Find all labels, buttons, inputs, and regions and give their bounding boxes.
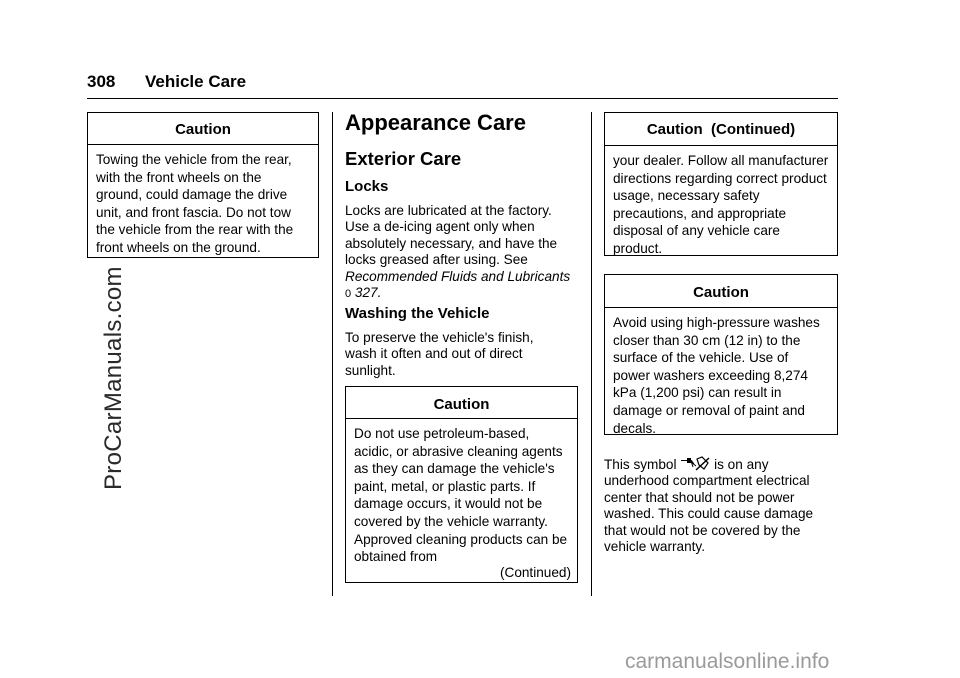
locks-text: Locks are lubricated at the factory. Use a de-icing agent only when absolutely necessary, and have the locks greased after using. See [345,203,558,268]
symbol-note-before: This symbol [604,457,677,472]
caution-title: Caution [346,387,577,419]
caution-box-continued [604,112,838,256]
column-divider-left [332,112,333,596]
bottom-watermark: carmanualsonline.info [625,650,830,673]
caution-box-towing [87,112,319,258]
header-rule [87,98,838,99]
symbol-note [604,456,834,555]
locks-heading: Locks [345,178,389,195]
symbol-note-after: is on any underhood compartment electrical center that should not be power washed. This could cause damage that would not be covered by the vehicle warranty. [604,457,814,555]
section-title: Vehicle Care [145,72,247,91]
caution-text: Avoid using high-pressure washes closer than 30 cm (12 in) to the surface of the vehicle. Use of power washers exceeding 8,274 kPa (1,200 psi) can result in damage or removal of paint and decals. [613,315,820,436]
caution-box-cleaning [345,386,578,583]
caution-title: Caution (Continued) [605,113,837,146]
exterior-care-heading: Exterior Care [345,148,462,169]
locks-text-block [345,203,575,302]
caution-box-power-wash [604,274,838,435]
appearance-care-heading: Appearance Care [345,110,526,135]
fluids-reference-link[interactable]: Recommended Fluids and Lubricants [345,268,571,284]
washing-text: To preserve the vehicle's finish, wash it often and out of direct sunlight. [345,330,534,378]
caution-text: Towing the vehicle from the rear, with the front wheels on the ground, could damage the drive unit, and front fascia. Do not tow the vehicle from the rear with the front wheels on the ground. [96,152,294,255]
no-power-wash-icon [680,456,710,472]
side-watermark: ProCarManuals.com [100,266,127,490]
caution-title: Caution [605,275,837,308]
caution-title: Caution [88,113,318,145]
continued-label: (Continued) [499,565,571,580]
caution-text: Do not use petroleum-based, acidic, or abrasive cleaning agents as they can damage the vehicle's paint, metal, or plastic parts. If damage occurs, it would not be covered by the vehicle warranty. Approved cleaning products can be obtained from [354,426,568,565]
column-divider-right [591,112,592,596]
washing-heading: Washing the Vehicle [345,305,490,322]
caution-text: your dealer. Follow all manufacturer directions regarding correct product usage, necessary safety precautions, and appropriate disposal of any vehicle care product. [613,153,829,256]
page-reference-arrow-icon: 0 [345,288,352,301]
fluids-reference-page[interactable]: 327. [354,285,382,301]
page-number: 308 [87,72,116,91]
